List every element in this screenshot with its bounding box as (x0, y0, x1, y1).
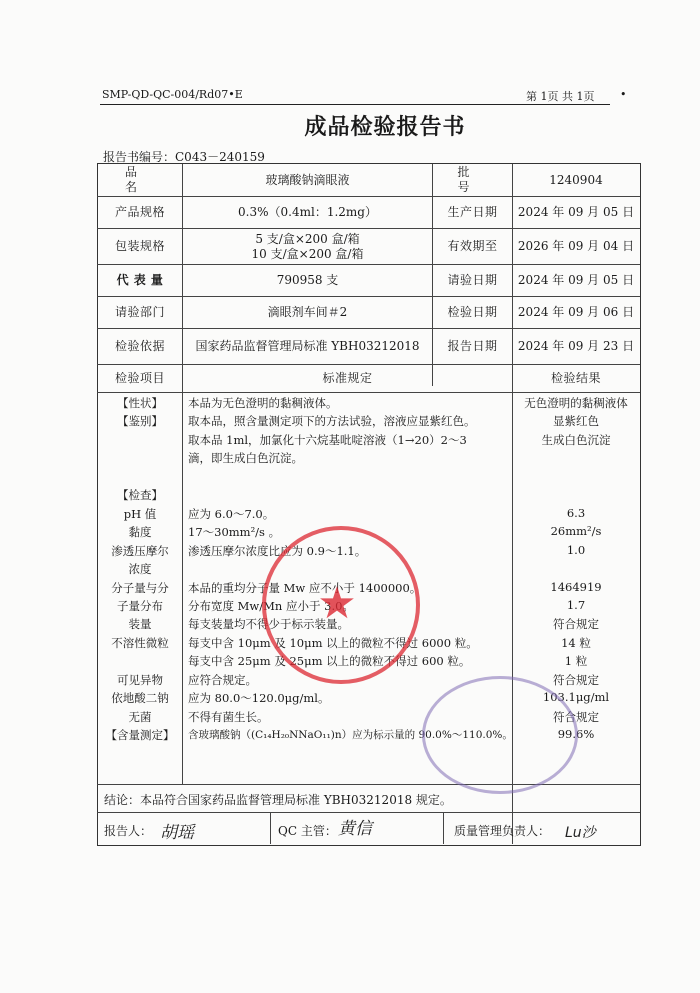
result-item: 无菌 (128, 709, 152, 724)
result-standard: 每支中含 10μm 及 10μm 以上的微粒不得过 6000 粒。 (188, 635, 478, 650)
result-value: 符合规定 (553, 709, 599, 724)
request-date: 2024 年 09 月 05 日 (517, 273, 635, 287)
result-item: 【检查】 (117, 488, 163, 503)
grid-line (97, 784, 640, 785)
rep-label: 报告日期 (447, 339, 498, 353)
result-item: 分子量与分 (111, 580, 169, 595)
pack-spec (183, 229, 432, 264)
qa-label: 质量管理负责人： (454, 824, 551, 838)
qc-signature: 黄信 (338, 819, 372, 839)
result-value: 99.6% (557, 727, 595, 742)
doc-code: SMP-QD-QC-004/Rd07•E (102, 88, 243, 101)
result-standard: 不得有菌生长。 (188, 709, 269, 724)
conclusion: 结论：本品符合国家药品监督管理局标准 YBH03212018 规定。 (104, 793, 452, 807)
result-item: 依地酸二钠 (111, 691, 169, 706)
spec-label: 产品规格 (114, 205, 165, 219)
qa-signature: Lu沙 (565, 825, 596, 841)
qc-label: QC 主管： (278, 824, 337, 838)
std-col-header: 标准规定 (322, 371, 373, 385)
qty-label: 代 表 量 (116, 273, 164, 287)
result-standard: 渗透压摩尔浓度比应为 0.9～1.1。 (188, 543, 367, 558)
batch-number: 1240904 (549, 172, 603, 187)
product-name: 玻璃酸钠滴眼液 (265, 172, 350, 187)
result-standard: 17～30mm²/s 。 (188, 525, 281, 540)
basis-label: 检验依据 (114, 339, 165, 353)
name-label: 品 名 (125, 165, 216, 194)
exp-date: 2026 年 09 月 04 日 (517, 239, 635, 253)
result-value: 26mm²/s (550, 524, 602, 539)
reporter-label: 报告人： (104, 824, 153, 838)
result-item: 装量 (128, 617, 152, 632)
header-dot: • (620, 88, 627, 101)
result-standard: 本品的重均分子量 Mw 应不小于 1400000。 (188, 580, 422, 595)
report-number: 报告书编号：C043－240159 (103, 150, 265, 164)
mfg-label: 生产日期 (447, 205, 498, 219)
result-value: 1 粒 (564, 654, 588, 669)
result-value: 1464919 (550, 579, 602, 594)
page-title: 成品检验报告书 (304, 114, 466, 140)
result-item: 黏度 (128, 525, 152, 540)
result-standard: 本品为无色澄明的黏稠液体。 (188, 396, 338, 410)
result-standard: 应符合规定。 (188, 672, 257, 687)
result-value: 生成白色沉淀 (541, 432, 611, 447)
item-col-header: 检验项目 (114, 371, 165, 385)
result-value: 1.0 (566, 542, 586, 557)
result-item: 【性状】 (117, 396, 163, 410)
batch-label: 批 号 (457, 165, 548, 194)
result-value: 符合规定 (553, 672, 599, 687)
result-standard: 每支装量均不得少于标示装量。 (188, 617, 349, 632)
result-item: 渗透压摩尔 (111, 543, 169, 558)
grid-line (97, 812, 640, 813)
header-rule (100, 104, 610, 105)
result-value: 显紫红色 (553, 414, 599, 429)
result-item: 浓度 (128, 562, 152, 577)
result-standard: 分布宽度 Mw/Mn 应小于 3.0。 (188, 598, 354, 613)
result-item: 不溶性微粒 (111, 635, 169, 650)
page-indicator: 第 1页 共 1页 (526, 90, 595, 103)
result-item: 【含量测定】 (105, 728, 175, 743)
reporter-signature: 胡瑶 (160, 823, 194, 843)
purple-inspection-seal (422, 676, 578, 794)
result-value: 14 粒 (561, 635, 591, 650)
test-basis: 国家药品监督管理局标准 YBH03212018 (195, 339, 420, 353)
pack-spec-line-1: 5 支/盒×200 盒/箱 (255, 231, 360, 246)
product-spec: 0.3%（0.4ml：1.2mg） (238, 205, 377, 219)
result-value: 6.3 (566, 505, 586, 520)
req-label: 请验日期 (447, 273, 498, 287)
quantity: 790958 支 (276, 273, 339, 287)
result-value: 1.7 (566, 597, 586, 612)
exp-label: 有效期至 (447, 239, 498, 253)
result-standard: 取本品 1ml，加氯化十六烷基吡啶溶液（1→20）2～3 (188, 432, 467, 447)
result-standard: 应为 80.0～120.0μg/ml。 (188, 691, 330, 706)
grid-line (182, 364, 183, 784)
result-standard: 取本品，照含量测定项下的方法试验，溶液应显紫红色。 (188, 414, 476, 429)
result-standard: 每支中含 25μm 及 25μm 以上的微粒不得过 600 粒。 (188, 654, 471, 669)
result-value: 无色澄明的黏稠液体 (524, 396, 628, 410)
result-item: 可见异物 (117, 672, 163, 687)
result-value: 符合规定 (553, 617, 599, 632)
res-col-header: 检验结果 (550, 371, 601, 385)
grid-line (97, 392, 640, 393)
result-standard: 应为 6.0～7.0。 (188, 506, 275, 521)
result-item: 【鉴别】 (117, 414, 163, 429)
pack-spec-line-2: 10 支/盒×200 盒/箱 (251, 246, 364, 261)
seal-star-icon: ★ (317, 577, 357, 629)
result-standard: 含玻璃酸钠（(C₁₄H₂₀NNaO₁₁)n）应为标示量的 90.0%～110.0%。 (188, 729, 513, 742)
result-item: pH 值 (123, 506, 157, 521)
test-label: 检验日期 (447, 305, 498, 319)
result-item: 子量分布 (117, 598, 163, 613)
mfg-date: 2024 年 09 月 05 日 (517, 205, 635, 219)
result-standard: 滴，即生成白色沉淀。 (188, 451, 303, 466)
result-value: 103.1μg/ml (542, 690, 610, 705)
sig-divider (270, 812, 271, 844)
dept-label: 请验部门 (114, 305, 165, 319)
report-date: 2024 年 09 月 23 日 (517, 339, 635, 353)
test-date: 2024 年 09 月 06 日 (517, 305, 635, 319)
department: 滴眼剂车间＃2 (267, 305, 348, 319)
sig-divider (443, 812, 444, 844)
pack-label: 包装规格 (114, 239, 165, 253)
